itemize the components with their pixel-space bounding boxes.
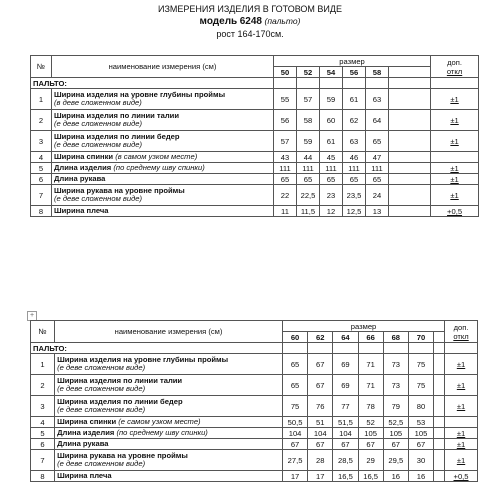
measurement-name [52, 152, 274, 163]
value-spacer [434, 428, 445, 439]
size-header: 62 [308, 332, 333, 343]
tolerance-value: ±1 [431, 89, 479, 110]
size-header-spacer [389, 67, 431, 78]
tolerance-value: ±1 [431, 131, 479, 152]
measurement-name [52, 110, 274, 131]
measurement-title: Ширина изделия по линии бедер [54, 131, 180, 141]
measurement-value: 65 [366, 131, 389, 152]
measurement-value: 61 [320, 131, 343, 152]
row-number: 8 [31, 206, 52, 217]
tolerance-value: ±1 [445, 450, 478, 471]
section-label: ПАЛЬТО: [31, 78, 274, 89]
measurement-value: 67 [333, 439, 358, 450]
measurement-name [55, 417, 283, 428]
measurement-value: 16,5 [358, 471, 383, 482]
tolerance-value: ±1 [431, 163, 479, 174]
size-header: 54 [320, 67, 343, 78]
tolerance-value [445, 417, 478, 428]
measurement-title: Ширина рукава на уровне проймы [57, 450, 188, 460]
measurement-title: Ширина изделия по линии бедер [57, 396, 183, 406]
size-group-header: размер [274, 56, 431, 67]
measurement-value: 51 [308, 417, 333, 428]
measurement-value: 65 [282, 375, 307, 396]
measurement-name [55, 375, 283, 396]
col-num-header: № [31, 321, 55, 343]
measurement-value: 67 [308, 354, 333, 375]
row-number: 8 [31, 471, 55, 482]
row-number: 1 [31, 354, 55, 375]
measurement-title: Длина изделия [54, 162, 112, 172]
value-spacer [389, 174, 431, 185]
tolerance-value [431, 152, 479, 163]
measurement-value: 63 [366, 89, 389, 110]
measurement-value: 12 [320, 206, 343, 217]
measurement-value: 43 [274, 152, 297, 163]
measurement-row [31, 110, 479, 131]
measurement-value: 63 [343, 131, 366, 152]
size-header-spacer [434, 332, 445, 343]
tolerance-value: ±1 [445, 354, 478, 375]
measurement-value: 65 [274, 174, 297, 185]
size-header: 66 [358, 332, 383, 343]
measurement-value: 67 [282, 439, 307, 450]
measurement-value: 11 [274, 206, 297, 217]
value-spacer [389, 110, 431, 131]
value-spacer [434, 450, 445, 471]
measurement-name [55, 471, 283, 482]
measurement-name [55, 354, 283, 375]
measurement-value: 111 [297, 163, 320, 174]
size-header: 58 [366, 67, 389, 78]
measurement-value: 73 [383, 375, 408, 396]
measurement-note: (по среднему шву спинки) [113, 162, 205, 172]
measurement-note: (в самом узком месте) [115, 151, 198, 161]
measurement-value: 65 [366, 174, 389, 185]
measurement-value: 56 [274, 110, 297, 131]
measurement-value: 67 [308, 439, 333, 450]
measurement-value: 104 [333, 428, 358, 439]
measurement-note: (в деве сложенном виде) [54, 98, 142, 107]
measurement-value: 51,5 [333, 417, 358, 428]
tolerance-label-1: доп. [453, 322, 469, 332]
measurement-value: 28 [308, 450, 333, 471]
col-name-header: наименование измерения (см) [55, 321, 283, 343]
measurement-note: (е деве сложенном виде) [54, 194, 143, 203]
measurement-title: Длина рукава [54, 173, 106, 183]
measurement-value: 65 [297, 174, 320, 185]
measurement-name [52, 185, 274, 206]
measurement-note: (е деве сложенном виде) [54, 140, 143, 149]
measurement-value: 50,5 [282, 417, 307, 428]
row-number: 2 [31, 110, 52, 131]
tolerance-value: ±1 [431, 174, 479, 185]
tolerance-value: ±1 [445, 396, 478, 417]
measurement-value: 57 [274, 131, 297, 152]
measurement-row [31, 417, 478, 428]
row-number: 5 [31, 163, 52, 174]
measurement-row [31, 354, 478, 375]
row-number: 7 [31, 450, 55, 471]
measurement-note: (е деве сложенном виде) [54, 119, 143, 128]
measurement-value: 104 [282, 428, 307, 439]
measurement-value: 111 [366, 163, 389, 174]
value-spacer [434, 354, 445, 375]
measurement-value: 23,5 [343, 185, 366, 206]
tolerance-value: +0,5 [431, 206, 479, 217]
measurement-value: 23 [320, 185, 343, 206]
move-handle-icon[interactable]: + [27, 311, 37, 321]
measurement-value: 12,5 [343, 206, 366, 217]
tolerance-header [445, 321, 478, 343]
measurement-value: 22 [274, 185, 297, 206]
size-header: 52 [297, 67, 320, 78]
measurement-value: 105 [383, 428, 408, 439]
measurement-row [31, 428, 478, 439]
measurement-value: 24 [366, 185, 389, 206]
measurement-value: 59 [320, 89, 343, 110]
measurement-value: 75 [282, 396, 307, 417]
measurement-value: 55 [274, 89, 297, 110]
measurement-title: Длина изделия [57, 427, 115, 437]
measurement-note: (по среднему шву спинки) [116, 427, 208, 437]
measurement-value: 65 [343, 174, 366, 185]
measurement-row [31, 471, 478, 482]
tolerance-value: ±1 [445, 375, 478, 396]
measurement-value: 29,5 [383, 450, 408, 471]
tolerance-label-2: откл [446, 66, 463, 76]
measurement-value: 105 [408, 428, 433, 439]
measurement-note: (е деве сложенном виде) [57, 363, 146, 372]
measurement-row [31, 185, 479, 206]
measurement-value: 28,5 [333, 450, 358, 471]
measurement-value: 79 [383, 396, 408, 417]
measurement-value: 76 [308, 396, 333, 417]
measurement-title: Длина рукава [57, 438, 109, 448]
tolerance-value: ±1 [445, 428, 478, 439]
measurement-title: Ширина плеча [54, 205, 109, 215]
size-header: 60 [282, 332, 307, 343]
model-line [0, 16, 500, 27]
measurement-row [31, 439, 478, 450]
col-name-header: наименование измерения (см) [52, 56, 274, 78]
tolerance-value: +0,5 [445, 471, 478, 482]
measurement-value: 67 [383, 439, 408, 450]
measurement-value: 13 [366, 206, 389, 217]
measurement-value: 69 [333, 375, 358, 396]
measurement-value: 47 [366, 152, 389, 163]
tolerance-value: ±1 [431, 110, 479, 131]
measurement-row [31, 396, 478, 417]
measurement-row [31, 206, 479, 217]
value-spacer [389, 131, 431, 152]
tolerance-header [431, 56, 479, 78]
measurement-value: 65 [282, 354, 307, 375]
measurement-name [55, 450, 283, 471]
measurement-name [52, 174, 274, 185]
measurement-value: 75 [408, 375, 433, 396]
measurement-name [55, 396, 283, 417]
model-type: (пальто) [264, 16, 301, 26]
measurement-value: 65 [320, 174, 343, 185]
row-number: 4 [31, 152, 52, 163]
value-spacer [389, 152, 431, 163]
measurement-name [55, 428, 283, 439]
measurement-value: 111 [343, 163, 366, 174]
section-label: ПАЛЬТО: [31, 343, 283, 354]
value-spacer [434, 471, 445, 482]
measurements-table-1 [30, 55, 479, 217]
measurement-value: 16,5 [333, 471, 358, 482]
measurement-value: 105 [358, 428, 383, 439]
measurement-value: 46 [343, 152, 366, 163]
row-number: 5 [31, 428, 55, 439]
measurement-row [31, 163, 479, 174]
measurement-value: 64 [366, 110, 389, 131]
col-num-header: № [31, 56, 52, 78]
measurement-value: 17 [308, 471, 333, 482]
size-header: 64 [333, 332, 358, 343]
measurements-table-2 [30, 320, 478, 482]
value-spacer [389, 206, 431, 217]
size-header: 68 [383, 332, 408, 343]
measurement-value: 71 [358, 354, 383, 375]
measurement-title: Ширина изделия на уровне глубины проймы [54, 89, 226, 99]
row-number: 6 [31, 439, 55, 450]
measurement-value: 59 [297, 131, 320, 152]
model-prefix: модель [199, 16, 238, 27]
measurement-value: 57 [297, 89, 320, 110]
measurement-value: 22,5 [297, 185, 320, 206]
measurement-value: 30 [408, 450, 433, 471]
tolerance-value: ±1 [445, 439, 478, 450]
measurement-value: 78 [358, 396, 383, 417]
measurement-value: 73 [383, 354, 408, 375]
row-number: 3 [31, 396, 55, 417]
model-number: 6248 [239, 16, 262, 27]
measurement-value: 69 [333, 354, 358, 375]
measurement-value: 104 [308, 428, 333, 439]
tolerance-value: ±1 [431, 185, 479, 206]
row-number: 4 [31, 417, 55, 428]
measurement-title: Ширина рукава на уровне проймы [54, 185, 185, 195]
measurement-title: Ширина спинки [57, 416, 117, 426]
measurement-value: 16 [383, 471, 408, 482]
size-group-header: размер [282, 321, 444, 332]
measurement-row [31, 89, 479, 110]
measurement-name [52, 206, 274, 217]
row-number: 6 [31, 174, 52, 185]
value-spacer [434, 375, 445, 396]
document-title: ИЗМЕРЕНИЯ ИЗДЕЛИЯ В ГОТОВОМ ВИДЕ [158, 4, 342, 14]
row-number: 3 [31, 131, 52, 152]
value-spacer [434, 439, 445, 450]
value-spacer [434, 396, 445, 417]
measurement-value: 71 [358, 375, 383, 396]
measurement-title: Ширина изделия по линии талии [57, 375, 183, 385]
row-number: 7 [31, 185, 52, 206]
measurement-note: (е деве сложенном виде) [57, 405, 146, 414]
measurement-value: 67 [408, 439, 433, 450]
measurement-title: Ширина спинки [54, 151, 114, 161]
measurement-name [52, 89, 274, 110]
measurement-value: 61 [343, 89, 366, 110]
measurement-row [31, 375, 478, 396]
height-range: рост 164-170см. [216, 29, 284, 39]
measurement-row [31, 152, 479, 163]
measurement-row [31, 450, 478, 471]
measurement-note: (е деве сложенном виде) [57, 459, 146, 468]
measurement-name [52, 163, 274, 174]
size-header: 50 [274, 67, 297, 78]
value-spacer [389, 89, 431, 110]
measurement-row [31, 174, 479, 185]
measurement-value: 16 [408, 471, 433, 482]
measurement-title: Ширина изделия по линии талии [54, 110, 180, 120]
measurement-title: Ширина плеча [57, 470, 112, 480]
measurement-note: (е самом узком месте) [118, 416, 201, 426]
measurement-value: 52 [358, 417, 383, 428]
tolerance-label-1: доп. [447, 57, 462, 67]
measurement-value: 53 [408, 417, 433, 428]
measurement-value: 29 [358, 450, 383, 471]
measurement-value: 111 [274, 163, 297, 174]
measurement-name [52, 131, 274, 152]
tolerance-label-2: откл [453, 331, 469, 341]
row-number: 1 [31, 89, 52, 110]
size-header: 56 [343, 67, 366, 78]
measurement-name [55, 439, 283, 450]
measurement-value: 52,5 [383, 417, 408, 428]
measurement-value: 44 [297, 152, 320, 163]
row-number: 2 [31, 375, 55, 396]
measurement-value: 67 [358, 439, 383, 450]
measurement-value: 27,5 [282, 450, 307, 471]
measurement-value: 62 [343, 110, 366, 131]
measurement-value: 111 [320, 163, 343, 174]
measurement-note: (е деве сложенном виде) [57, 384, 146, 393]
measurement-value: 17 [282, 471, 307, 482]
measurement-value: 60 [320, 110, 343, 131]
measurement-row [31, 131, 479, 152]
measurement-value: 75 [408, 354, 433, 375]
measurement-title: Ширина изделия на уровне глубины проймы [57, 354, 229, 364]
size-header: 70 [408, 332, 433, 343]
value-spacer [389, 185, 431, 206]
measurement-value: 45 [320, 152, 343, 163]
measurement-value: 58 [297, 110, 320, 131]
value-spacer [434, 417, 445, 428]
measurement-value: 67 [308, 375, 333, 396]
measurement-value: 11,5 [297, 206, 320, 217]
measurement-value: 80 [408, 396, 433, 417]
measurement-value: 77 [333, 396, 358, 417]
value-spacer [389, 163, 431, 174]
